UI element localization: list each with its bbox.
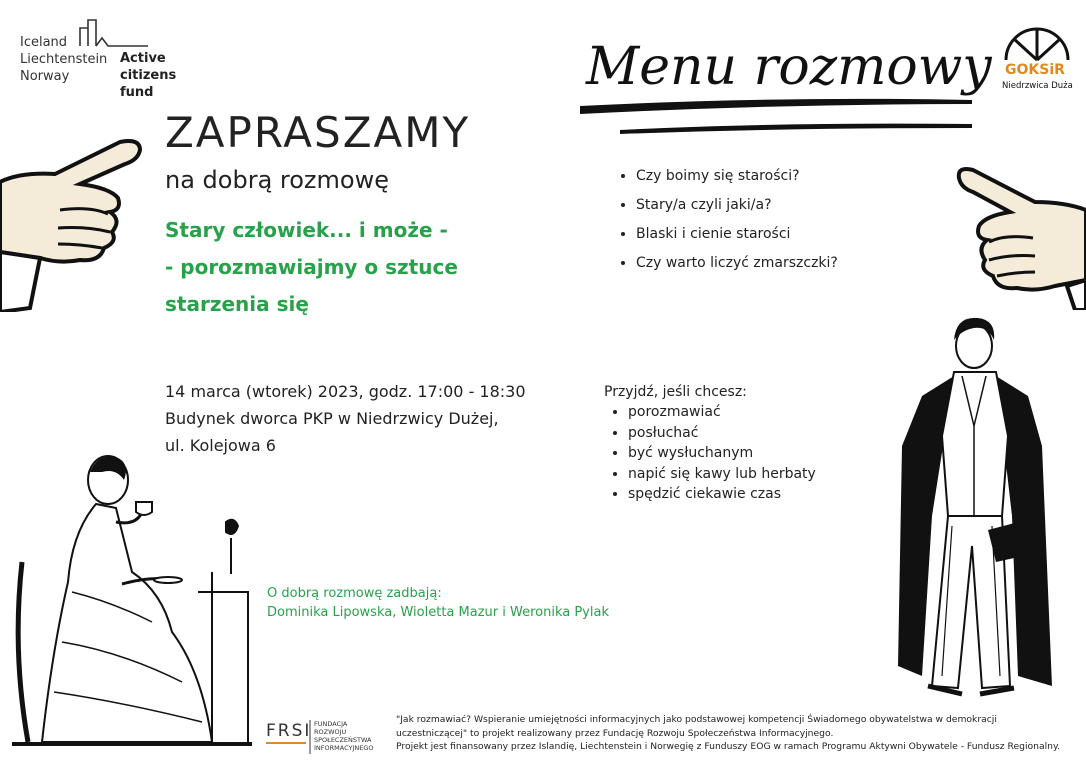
invite-item: • posłuchać bbox=[628, 423, 816, 444]
goksir-name: GOKSiR bbox=[1005, 62, 1065, 78]
lady-drinking-tea-illustration bbox=[12, 452, 252, 756]
sponsor-fund-name bbox=[120, 50, 210, 101]
invite-list bbox=[604, 402, 816, 505]
invite-item: • porozmawiać bbox=[628, 402, 816, 423]
question-item: • Blaski i cienie starości bbox=[636, 220, 838, 249]
footer-line-1: "Jak rozmawiać? Wspieranie umiejętności informacyjnych jako podstawowej kompetencji Świadomego obywatelstwa w demokracji bbox=[396, 714, 997, 725]
gentleman-illustration bbox=[892, 316, 1062, 710]
topic-line-1: Stary człowiek... i może - bbox=[165, 218, 448, 242]
sponsor-logo bbox=[20, 16, 210, 100]
event-date: 14 marca (wtorek) 2023, godz. 17:00 - 18:30 bbox=[165, 382, 526, 401]
page-title: ZAPRASZAMY bbox=[165, 108, 471, 157]
team-names: Dominika Lipowska, Wioletta Mazur i Weronika Pylak bbox=[267, 605, 609, 620]
topic-line-2: - porozmawiajmy o sztuce bbox=[165, 255, 458, 279]
invite-section bbox=[604, 384, 816, 505]
frsi-name-line: INFORMACYJNEGO bbox=[314, 744, 374, 752]
question-item: • Czy warto liczyć zmarszczki? bbox=[636, 249, 838, 278]
pointing-hand-left-illustration bbox=[0, 132, 150, 316]
menu-questions-list bbox=[618, 162, 838, 278]
pointing-hand-right-illustration bbox=[955, 160, 1086, 314]
question-item: • Czy boimy się starości? bbox=[636, 162, 838, 191]
topic-heading bbox=[165, 212, 495, 323]
fund-line-2: citizens fund bbox=[120, 68, 177, 100]
frsi-name-line: ROZWOJU bbox=[314, 728, 347, 736]
country-iceland: Iceland bbox=[20, 35, 68, 50]
project-footer bbox=[396, 713, 1086, 754]
country-liechtenstein: Liechtenstein bbox=[20, 52, 108, 67]
fund-line-1: Active bbox=[120, 51, 166, 66]
frsi-name-line: FUNDACJA bbox=[314, 720, 348, 728]
goksir-place: Niedrzwica Duża bbox=[1002, 81, 1073, 91]
team-label: O dobrą rozmowę zadbają: bbox=[267, 586, 442, 601]
question-item: • Stary/a czyli jaki/a? bbox=[636, 191, 838, 220]
event-place: Budynek dworca PKP w Niedrzwicy Dużej, bbox=[165, 409, 499, 428]
frsi-abbr: FRSI bbox=[266, 721, 312, 741]
page-subtitle: na dobrą rozmowę bbox=[165, 166, 389, 194]
event-details bbox=[165, 378, 526, 459]
event-address: ul. Kolejowa 6 bbox=[165, 436, 276, 455]
frsi-name-line: SPOŁECZEŃSTWA bbox=[314, 736, 372, 744]
invite-item: • napić się kawy lub herbaty bbox=[628, 464, 816, 485]
footer-line-3: Projekt jest finansowany przez Islandię, Liechtenstein i Norwegię z Funduszy EOG w ramach Programu Aktywni Obywatele - Fundusz Regionalny. bbox=[396, 741, 1061, 752]
invite-item: • spędzić ciekawie czas bbox=[628, 484, 816, 505]
goksir-logo bbox=[1000, 22, 1074, 96]
invite-item: • być wysłuchanym bbox=[628, 443, 816, 464]
sponsor-countries bbox=[20, 34, 107, 85]
invite-intro: Przyjdź, jeśli chcesz: bbox=[604, 384, 747, 400]
menu-title-handwritten bbox=[580, 34, 1000, 104]
frsi-logo bbox=[266, 716, 386, 756]
country-norway: Norway bbox=[20, 69, 70, 84]
footer-line-2: uczestniczącej" to projekt realizowany przez Fundację Rozwoju Społeczeństwa Informacyjnego. bbox=[396, 727, 834, 739]
topic-line-3: starzenia się bbox=[165, 292, 309, 316]
menu-title-text: Menu rozmowy bbox=[586, 37, 992, 97]
